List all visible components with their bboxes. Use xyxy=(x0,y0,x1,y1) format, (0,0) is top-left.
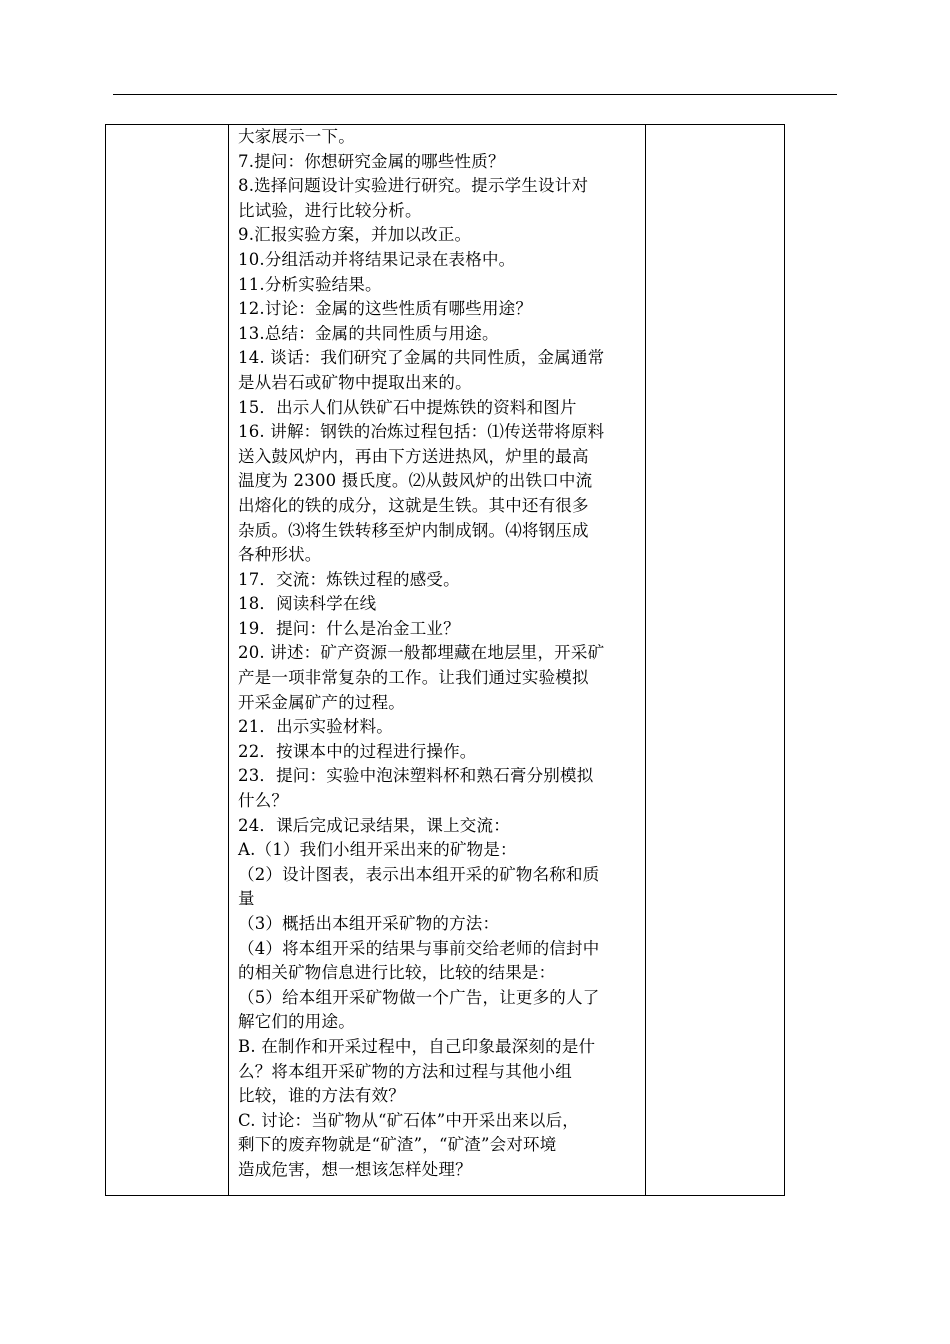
content-line: 温度为 2300 摄氏度。⑵从鼓风炉的出铁口中流 xyxy=(238,471,593,491)
column-divider-right xyxy=(645,125,646,1195)
content-line: 9.汇报实验方案，并加以改正。 xyxy=(238,225,472,245)
content-line: （2）设计图表，表示出本组开采的矿物名称和质 xyxy=(238,864,600,884)
content-line: 18．阅读科学在线 xyxy=(238,594,377,614)
content-line: 送入鼓风炉内，再由下方送进热风，炉里的最高 xyxy=(238,446,589,466)
content-line: 比较，谁的方法有效？ xyxy=(238,1086,405,1106)
content-line: A.（1）我们小组开采出来的矿物是： xyxy=(238,840,517,860)
content-line: 杂质。⑶将生铁转移至炉内制成钢。⑷将钢压成 xyxy=(238,520,589,540)
content-line: C. 讨论：当矿物从“矿石体”中开采出来以后， xyxy=(238,1110,579,1130)
content-line: 14. 谈话：我们研究了金属的共同性质，金属通常 xyxy=(238,348,605,368)
content-line: 15．出示人们从铁矿石中提炼铁的资料和图片 xyxy=(238,397,577,417)
content-line: 23．提问：实验中泡沫塑料杯和熟石膏分别模拟 xyxy=(238,766,594,786)
content-line: 大家展示一下。 xyxy=(238,127,355,146)
content-line: B. 在制作和开采过程中，自己印象最深刻的是什 xyxy=(238,1036,596,1056)
content-line: 11.分析实验结果。 xyxy=(238,274,382,294)
content-line: 24．课后完成记录结果，课上交流： xyxy=(238,815,510,835)
content-line: 解它们的用途。 xyxy=(238,1012,355,1032)
content-line: 各种形状。 xyxy=(238,545,322,565)
content-line: 开采金属矿产的过程。 xyxy=(238,692,405,712)
content-line: 20. 讲述：矿产资源一般都埋藏在地层里，开采矿 xyxy=(238,643,605,663)
content-line: （3）概括出本组开采矿物的方法： xyxy=(238,914,500,933)
content-line: （5）给本组开采矿物做一个广告，让更多的人了 xyxy=(238,987,600,1007)
content-line: 16. 讲解：钢铁的冶炼过程包括：⑴传送带将原料 xyxy=(238,422,605,442)
content-line: 造成危害，想一想该怎样处理？ xyxy=(238,1159,472,1179)
content-line: 19．提问：什么是冶金工业？ xyxy=(238,618,460,638)
content-line: 是从岩石或矿物中提取出来的。 xyxy=(238,372,472,392)
content-line: 量 xyxy=(238,889,255,909)
content-line: 7.提问：你想研究金属的哪些性质？ xyxy=(238,151,505,171)
header-rule xyxy=(113,94,837,95)
content-line: 么？将本组开采矿物的方法和过程与其他小组 xyxy=(238,1061,572,1081)
content-line: 10.分组活动并将结果记录在表格中。 xyxy=(238,249,516,269)
lesson-table xyxy=(105,124,785,1196)
content-line: 产是一项非常复杂的工作。让我们通过实验模拟 xyxy=(238,668,589,688)
content-line: 22．按课本中的过程进行操作。 xyxy=(238,741,477,761)
content-line: 比试验，进行比较分析。 xyxy=(238,200,422,220)
content-line: 什么？ xyxy=(238,791,289,811)
content-line: 13.总结：金属的共同性质与用途。 xyxy=(238,323,499,343)
content-line: 21．出示实验材料。 xyxy=(238,717,393,737)
content-line: 剩下的废弃物就是“矿渣”，“矿渣”会对环境 xyxy=(238,1135,557,1155)
content-line: （4）将本组开采的结果与事前交给老师的信封中 xyxy=(238,938,600,958)
content-line: 17．交流：炼铁过程的感受。 xyxy=(238,569,460,589)
lesson-content-cell xyxy=(238,125,642,1183)
content-line: 12.讨论：金属的这些性质有哪些用途？ xyxy=(238,299,533,319)
content-line: 8.选择问题设计实验进行研究。提示学生设计对 xyxy=(238,176,589,196)
column-divider-left xyxy=(228,125,229,1195)
content-line: 的相关矿物信息进行比较，比较的结果是： xyxy=(238,963,556,983)
content-line: 出熔化的铁的成分，这就是生铁。其中还有很多 xyxy=(238,495,589,515)
